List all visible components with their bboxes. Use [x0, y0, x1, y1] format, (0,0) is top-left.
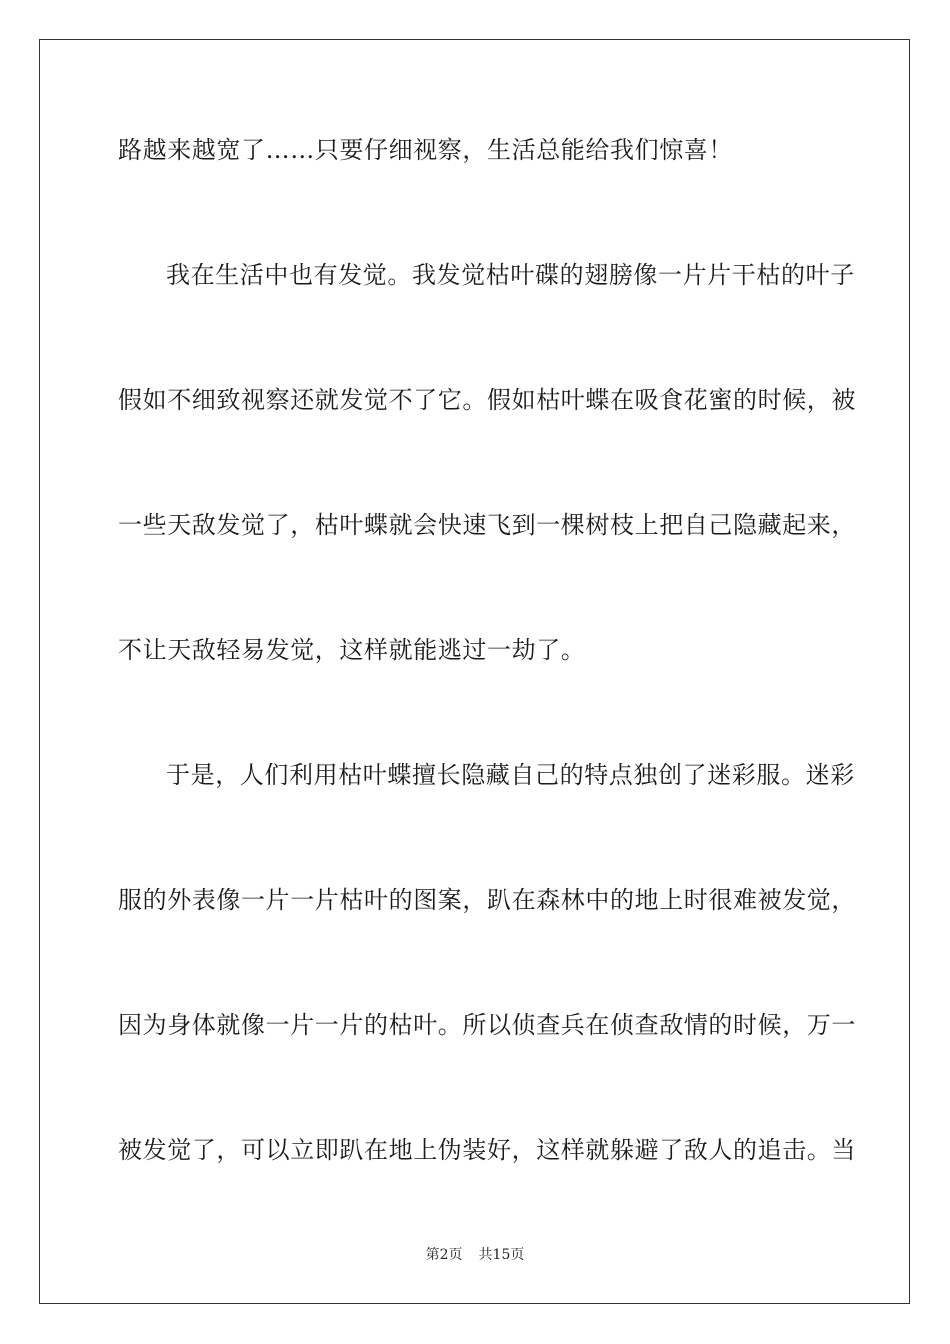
text-line: 被发觉了，可以立即趴在地上伪装好，这样就躲避了敌人的追击。当: [118, 1136, 856, 1164]
text-line: 服的外表像一片一片枯叶的图案，趴在森林中的地上时很难被发觉，: [118, 886, 856, 914]
paragraph-start-line: 我在生活中也有发觉。我发觉枯叶碟的翅膀像一片片干枯的叶子: [166, 261, 855, 289]
text-line: 路越来越宽了……只要仔细视察，生活总能给我们惊喜！: [118, 136, 733, 164]
text-line: 不让天敌轻易发觉，这样就能逃过一劫了。: [118, 636, 586, 664]
page-footer: [0, 1246, 950, 1264]
page-number: 第2页: [425, 1247, 463, 1263]
text-line: 一些天敌发觉了，枯叶蝶就会快速飞到一棵树枝上把自己隐藏起来，: [118, 511, 856, 539]
page-border: [39, 39, 910, 1304]
text-line: 假如不细致视察还就发觉不了它。假如枯叶蝶在吸食花蜜的时候，被: [118, 386, 856, 414]
page-total: 共15页: [478, 1247, 525, 1263]
paragraph-start-line: 于是，人们利用枯叶蝶擅长隐藏自己的特点独创了迷彩服。迷彩: [166, 761, 855, 789]
text-line: 因为身体就像一片一片的枯叶。所以侦查兵在侦查敌情的时候，万一: [118, 1011, 856, 1039]
